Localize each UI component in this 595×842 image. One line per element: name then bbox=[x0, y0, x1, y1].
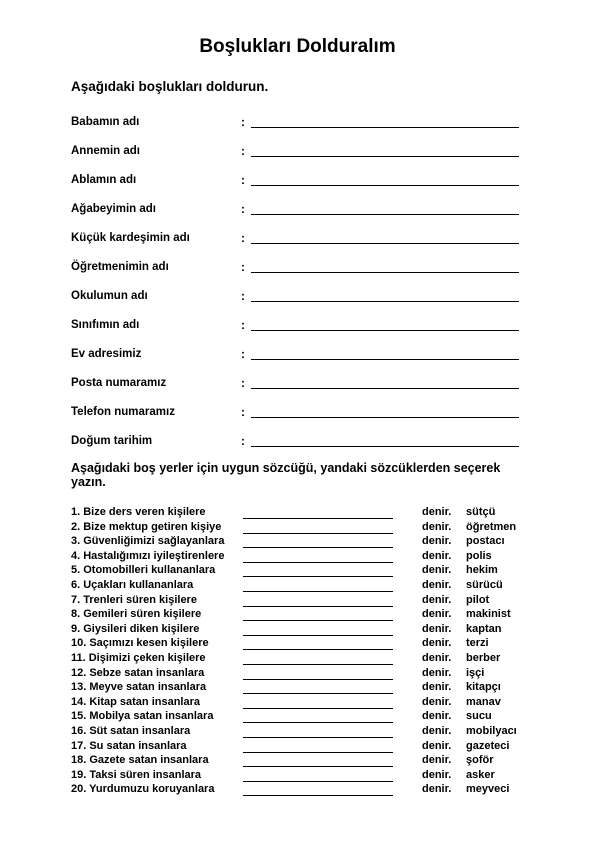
personal-info-form bbox=[0, 112, 595, 460]
denir-word: denir. bbox=[422, 637, 452, 650]
denir-word: denir. bbox=[422, 622, 452, 635]
choice-word: pilot bbox=[466, 593, 490, 606]
choice-word: sürücü bbox=[466, 578, 503, 591]
choice-word: berber bbox=[466, 651, 501, 664]
answer-line[interactable] bbox=[251, 373, 519, 389]
answer-blank[interactable] bbox=[243, 550, 393, 563]
question-text: 15. Mobilya satan insanlara bbox=[71, 710, 214, 723]
question-text: 9. Giysileri diken kişilere bbox=[71, 622, 200, 635]
field-colon: : bbox=[241, 260, 245, 274]
question-row bbox=[0, 667, 595, 682]
denir-word: denir. bbox=[422, 564, 452, 577]
denir-word: denir. bbox=[422, 783, 452, 796]
choice-word: kitapçı bbox=[466, 681, 501, 694]
section1-heading: Aşağıdaki boşlukları doldurun. bbox=[71, 79, 269, 94]
choice-word: manav bbox=[466, 695, 501, 708]
question-row bbox=[0, 579, 595, 594]
field-label: Ablamın adı bbox=[71, 174, 137, 186]
question-text: 11. Dişimizi çeken kişilere bbox=[71, 651, 206, 664]
question-text: 10. Saçımızı kesen kişilere bbox=[71, 637, 209, 650]
question-text: 3. Güvenliğimizi sağlayanlara bbox=[71, 535, 225, 548]
field-label: Babamın adı bbox=[71, 116, 140, 128]
form-row-mother bbox=[0, 141, 595, 170]
form-row-school bbox=[0, 286, 595, 315]
denir-word: denir. bbox=[422, 549, 452, 562]
choice-word: kaptan bbox=[466, 622, 502, 635]
answer-line[interactable] bbox=[251, 402, 519, 418]
form-row-class bbox=[0, 315, 595, 344]
form-row-phone bbox=[0, 402, 595, 431]
answer-blank[interactable] bbox=[243, 710, 393, 723]
field-colon: : bbox=[241, 289, 245, 303]
answer-blank[interactable] bbox=[243, 623, 393, 636]
answer-blank[interactable] bbox=[243, 681, 393, 694]
choice-word: sütçü bbox=[466, 506, 496, 518]
field-colon: : bbox=[241, 434, 245, 448]
answer-blank[interactable] bbox=[243, 564, 393, 577]
answer-blank[interactable] bbox=[243, 754, 393, 767]
answer-line[interactable] bbox=[251, 286, 519, 302]
answer-blank[interactable] bbox=[243, 579, 393, 592]
form-row-older-sister bbox=[0, 170, 595, 199]
choice-word: mobilyacı bbox=[466, 724, 517, 737]
question-row bbox=[0, 681, 595, 696]
question-row bbox=[0, 506, 595, 521]
answer-blank[interactable] bbox=[243, 594, 393, 607]
denir-word: denir. bbox=[422, 506, 452, 518]
denir-word: denir. bbox=[422, 724, 452, 737]
question-text: 20. Yurdumuzu koruyanlara bbox=[71, 783, 215, 796]
question-text: 17. Su satan insanlara bbox=[71, 739, 187, 752]
denir-word: denir. bbox=[422, 578, 452, 591]
denir-word: denir. bbox=[422, 535, 452, 548]
question-text: 16. Süt satan insanlara bbox=[71, 724, 191, 737]
answer-blank[interactable] bbox=[243, 769, 393, 782]
field-colon: : bbox=[241, 144, 245, 158]
field-colon: : bbox=[241, 405, 245, 419]
answer-blank[interactable] bbox=[243, 521, 393, 534]
field-colon: : bbox=[241, 376, 245, 390]
question-row bbox=[0, 564, 595, 579]
form-row-older-brother bbox=[0, 199, 595, 228]
answer-blank[interactable] bbox=[243, 667, 393, 680]
field-colon: : bbox=[241, 231, 245, 245]
answer-line[interactable] bbox=[251, 257, 519, 273]
form-row-postal-code bbox=[0, 373, 595, 402]
question-row bbox=[0, 696, 595, 711]
answer-blank[interactable] bbox=[243, 652, 393, 665]
field-colon: : bbox=[241, 347, 245, 361]
answer-line[interactable] bbox=[251, 170, 519, 186]
form-row-father bbox=[0, 112, 595, 141]
answer-blank[interactable] bbox=[243, 535, 393, 548]
field-colon: : bbox=[241, 115, 245, 129]
answer-blank[interactable] bbox=[243, 783, 393, 796]
question-row bbox=[0, 521, 595, 536]
denir-word: denir. bbox=[422, 608, 452, 621]
question-row bbox=[0, 725, 595, 740]
denir-word: denir. bbox=[422, 681, 452, 694]
denir-word: denir. bbox=[422, 754, 452, 767]
choice-word: asker bbox=[466, 768, 495, 781]
page-title: Boşlukları Dolduralım bbox=[199, 36, 396, 57]
form-row-teacher bbox=[0, 257, 595, 286]
choice-word: sucu bbox=[466, 710, 492, 723]
answer-blank[interactable] bbox=[243, 608, 393, 621]
field-colon: : bbox=[241, 173, 245, 187]
question-text: 1. Bize ders veren kişilere bbox=[71, 506, 206, 518]
choice-word: hekim bbox=[466, 564, 498, 577]
choice-word: meyveci bbox=[466, 783, 510, 796]
question-row bbox=[0, 652, 595, 667]
answer-blank[interactable] bbox=[243, 725, 393, 738]
choice-word: gazeteci bbox=[466, 739, 510, 752]
denir-word: denir. bbox=[422, 593, 452, 606]
answer-blank[interactable] bbox=[243, 637, 393, 650]
denir-word: denir. bbox=[422, 768, 452, 781]
choice-word: terzi bbox=[466, 637, 489, 650]
field-label: Ev adresimiz bbox=[71, 348, 142, 360]
form-row-younger-sibling bbox=[0, 228, 595, 257]
choice-word: makinist bbox=[466, 608, 511, 621]
answer-blank[interactable] bbox=[243, 740, 393, 753]
field-label: Annemin adı bbox=[71, 145, 141, 157]
answer-line[interactable] bbox=[251, 199, 519, 215]
choice-word: işçi bbox=[466, 666, 485, 679]
field-label: Küçük kardeşimin adı bbox=[71, 232, 190, 244]
question-row bbox=[0, 623, 595, 638]
question-row bbox=[0, 710, 595, 725]
field-label: Sınıfımın adı bbox=[71, 319, 140, 331]
answer-line[interactable] bbox=[251, 344, 519, 360]
field-label: Telefon numaramız bbox=[71, 406, 175, 418]
answer-line[interactable] bbox=[251, 431, 519, 447]
question-text: 12. Sebze satan insanlara bbox=[71, 666, 205, 679]
answer-line[interactable] bbox=[251, 141, 519, 157]
denir-word: denir. bbox=[422, 520, 452, 533]
question-text: 5. Otomobilleri kullananlara bbox=[71, 564, 216, 577]
answer-blank[interactable] bbox=[243, 696, 393, 709]
question-row bbox=[0, 740, 595, 755]
question-row bbox=[0, 535, 595, 550]
question-text: 8. Gemileri süren kişilere bbox=[71, 608, 202, 621]
field-colon: : bbox=[241, 318, 245, 332]
question-row bbox=[0, 550, 595, 565]
field-label: Doğum tarihim bbox=[71, 435, 153, 447]
field-label: Öğretmenimin adı bbox=[71, 261, 169, 273]
field-label: Okulumun adı bbox=[71, 290, 148, 302]
question-text: 18. Gazete satan insanlara bbox=[71, 754, 209, 767]
field-label: Ağabeyimin adı bbox=[71, 203, 156, 215]
denir-word: denir. bbox=[422, 651, 452, 664]
form-row-birthdate bbox=[0, 431, 595, 460]
denir-word: denir. bbox=[422, 739, 452, 752]
question-row bbox=[0, 769, 595, 784]
question-text: 19. Taksi süren insanlara bbox=[71, 768, 202, 781]
answer-blank[interactable] bbox=[243, 506, 393, 519]
question-row bbox=[0, 754, 595, 769]
question-text: 2. Bize mektup getiren kişiye bbox=[71, 520, 222, 533]
fill-in-question-list bbox=[0, 506, 595, 798]
form-row-address bbox=[0, 344, 595, 373]
question-row bbox=[0, 608, 595, 623]
question-row bbox=[0, 594, 595, 609]
choice-word: öğretmen bbox=[466, 520, 517, 533]
field-colon: : bbox=[241, 202, 245, 216]
question-text: 14. Kitap satan insanlara bbox=[71, 695, 200, 708]
question-text: 4. Hastalığımızı iyileştirenlere bbox=[71, 549, 225, 562]
denir-word: denir. bbox=[422, 666, 452, 679]
choice-word: polis bbox=[466, 549, 492, 562]
question-text: 6. Uçakları kullananlara bbox=[71, 578, 194, 591]
choice-word: şoför bbox=[466, 754, 494, 767]
question-row bbox=[0, 783, 595, 798]
question-text: 13. Meyve satan insanlara bbox=[71, 681, 207, 694]
denir-word: denir. bbox=[422, 695, 452, 708]
choice-word: postacı bbox=[466, 535, 505, 548]
section2-heading: Aşağıdaki boş yerler için uygun sözcüğü, yandaki sözcüklerden seçerek yazın. bbox=[71, 461, 501, 489]
answer-line[interactable] bbox=[251, 228, 519, 244]
answer-line[interactable] bbox=[251, 112, 519, 128]
denir-word: denir. bbox=[422, 710, 452, 723]
field-label: Posta numaramız bbox=[71, 377, 167, 389]
question-text: 7. Trenleri süren kişilere bbox=[71, 593, 197, 606]
answer-line[interactable] bbox=[251, 315, 519, 331]
question-row bbox=[0, 637, 595, 652]
